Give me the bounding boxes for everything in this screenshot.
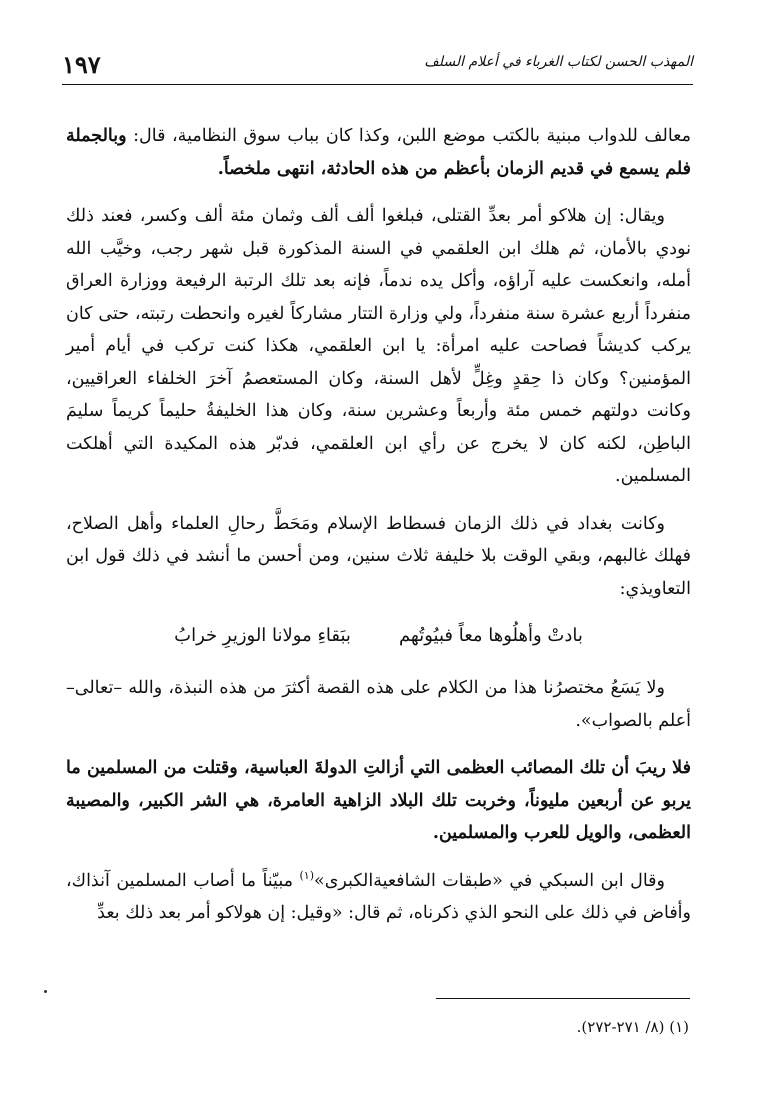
verse-second-hemistich: ببَقاءِ مولانا الوزيرِ خرابُ <box>174 625 351 646</box>
paragraph <box>66 120 691 185</box>
text-segment: ولا يَسَعُ مختصرُنا هذا من الكلام على هذه القصة أكثرَ من هذه النبذة، والله –تعالى– أعلم بالصواب». <box>66 678 691 731</box>
paragraph <box>66 752 691 850</box>
page-header <box>62 44 693 85</box>
text-segment: وكانت بغداد في ذلك الزمان فسطاط الإسلام ومَحَطَّ رحالِ العلماء وأهل الصلاح، فهلك غالبهم، وبقي الوقت بلا خليفة ثلاث سنين، ومن أحسن ما أنشد في ذلك قول ابن التعاويذي: <box>66 513 691 599</box>
paragraph <box>66 865 691 930</box>
verse-line <box>66 620 691 652</box>
footnote-marker: (١) <box>669 1018 689 1036</box>
footnote-reference[interactable]: (١) <box>299 868 314 882</box>
footnote-text: (٨/ ٢٧١-٢٧٢). <box>576 1018 665 1036</box>
paragraph <box>66 672 691 737</box>
paragraph <box>66 200 691 493</box>
text-segment: معالف للدواب مبنية بالكتب موضع اللبن، وكذا كان بباب سوق النظامية، قال: <box>126 126 691 146</box>
margin-dot <box>44 990 47 993</box>
running-title: المهذب الحسن لكتاب الغرباء في أعلام السلف <box>424 54 693 70</box>
text-segment: ويقال: إن هلاكو أمر بعدِّ القتلى، فبلغوا ألف ألف وثمان مئة ألف وكسر، فعند ذلك نودي بالأمان، ثم هلك ابن العلقمي في السنة المذكورة قبل شهر رجب، وخيَّب الله أمله، وانعكست عليه آراؤه، وأكل يده ندماً، فإنه بعد تلك الرتبة الرفيعة ووزارة العراق منفرداً أربع عشرة سنة منفرداً، ولي وزارة التتار مشاركاً لغيره وانحطت رتبته، حتى كان يركب كديشاً فصاحت عليه امرأة: يا ابن العلقمي، هكذا كنت تركب في أيام أمير المؤمنين؟ وكان ذا حِقدٍ وغِلٍّ لأهل السنة، وكان المستعصمُ آخرَ الخلفاء العراقيين، وكانت دولتهم خمس مئة وأربعاً وعشرين سنة، وكان هذا الخليفةُ حليماً كريماً سليمَ الباطِن، لكنه كان لا يخرج عن رأي ابن العلقمي، فدبّر هذه المكيدة التي أهلكت المسلمين. <box>66 206 691 486</box>
text-segment: فلا ريبَ أن تلك المصائب العظمى التي أزالتِ الدولةَ العباسية، وقتلت من المسلمين ما يربو عن أربعين مليوناً، وخربت تلك البلاد الزاهية العامرة، هي الشر الكبير، والمصيبة العظمى، والويل للعرب والمسلمين. <box>66 758 691 843</box>
verse-first-hemistich: بادتْ وأهلُوها معاً فبيُوتُهم <box>398 625 583 646</box>
text-segment: وقال ابن السبكي في «طبقات الشافعيةالكبرى» <box>314 870 665 891</box>
main-text <box>66 120 691 945</box>
page-number: ١٩٧ <box>62 50 101 79</box>
paragraph <box>66 508 691 606</box>
footnote-divider <box>436 998 690 999</box>
text-segment: مبيّناً ما أصاب المسلمين آنذاك، وأفاض في ذلك على النحو الذي ذكرناه، ثم قال: «وقيل: إن هولاكو أمر بعد ذلك بعدِّ <box>66 870 691 923</box>
footnote <box>577 1018 689 1036</box>
text-segment: وبالجملة فلم يسمع في قديم الزمان بأعظم من هذه الحادثة، انتهى ملخصاً. <box>66 126 691 179</box>
